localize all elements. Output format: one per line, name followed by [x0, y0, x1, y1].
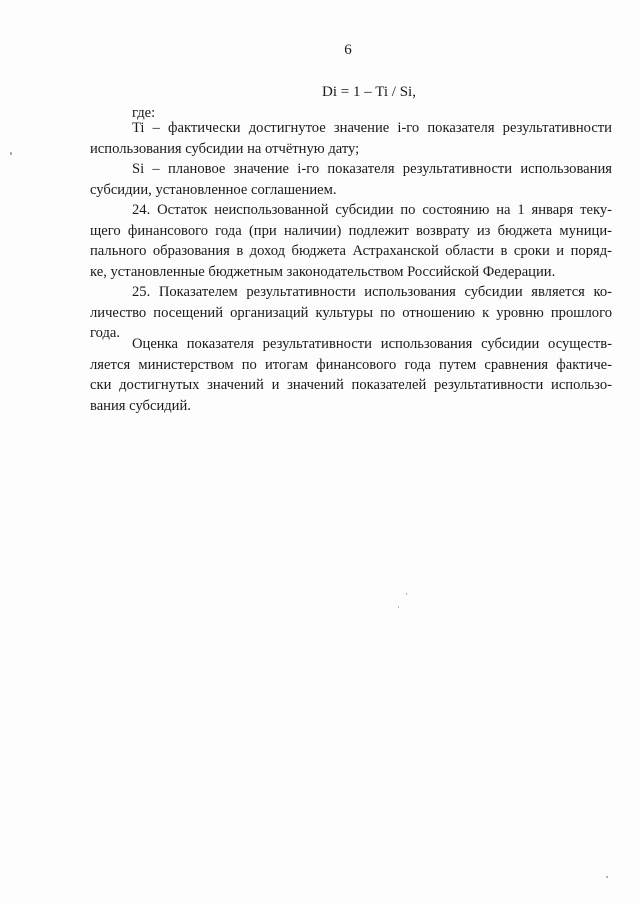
text-line: Si – плановое значение i-го показателя результативности использования: [132, 161, 612, 177]
text-line: щего финансового года (при наличии) подлежит возврату из бюджета муници-: [90, 222, 612, 239]
text-line: использования субсидии на отчётную дату;: [90, 140, 360, 157]
paragraph-evaluation: [90, 334, 612, 416]
text-line: ски достигнутых значений и значений показателей результативности использо-: [90, 377, 612, 393]
text-line: пального образования в доход бюджета Астраханской области в сроки и поряд-: [90, 243, 612, 259]
text-line: субсидии, установленное соглашением.: [90, 181, 337, 198]
scan-speck: [606, 876, 608, 878]
si-definition: [90, 159, 612, 200]
formula: Di = 1 – Ti / Si,: [322, 84, 416, 100]
text-line: 24. Остаток неиспользованной субсидии по состоянию на 1 января теку-: [132, 202, 612, 218]
text-line: ляется министерством по итогам финансового года путем сравнения фактиче-: [90, 356, 612, 373]
text-line: 25. Показателем результативности использования субсидии является ко-: [132, 284, 612, 300]
text-line: года.: [90, 325, 121, 341]
text-line: Оценка показателя результативности использования субсидии осуществ-: [132, 336, 612, 352]
text-line: ке, установленные бюджетным законодательством Российской Федерации.: [90, 263, 556, 280]
scan-speck: [10, 152, 12, 155]
paragraph-24: [90, 200, 612, 282]
text-line: Ti – фактически достигнутое значение i-го показателя результативности: [132, 120, 612, 136]
where-label: где:: [132, 105, 156, 121]
scan-speck: [398, 606, 399, 608]
scan-speck: [406, 593, 407, 595]
text-line: личество посещений организаций культуры по отношению к уровню прошлого: [90, 304, 612, 321]
page-number: 6: [344, 42, 352, 58]
ti-definition: [90, 118, 612, 159]
text-line: вания субсидий.: [90, 397, 191, 414]
